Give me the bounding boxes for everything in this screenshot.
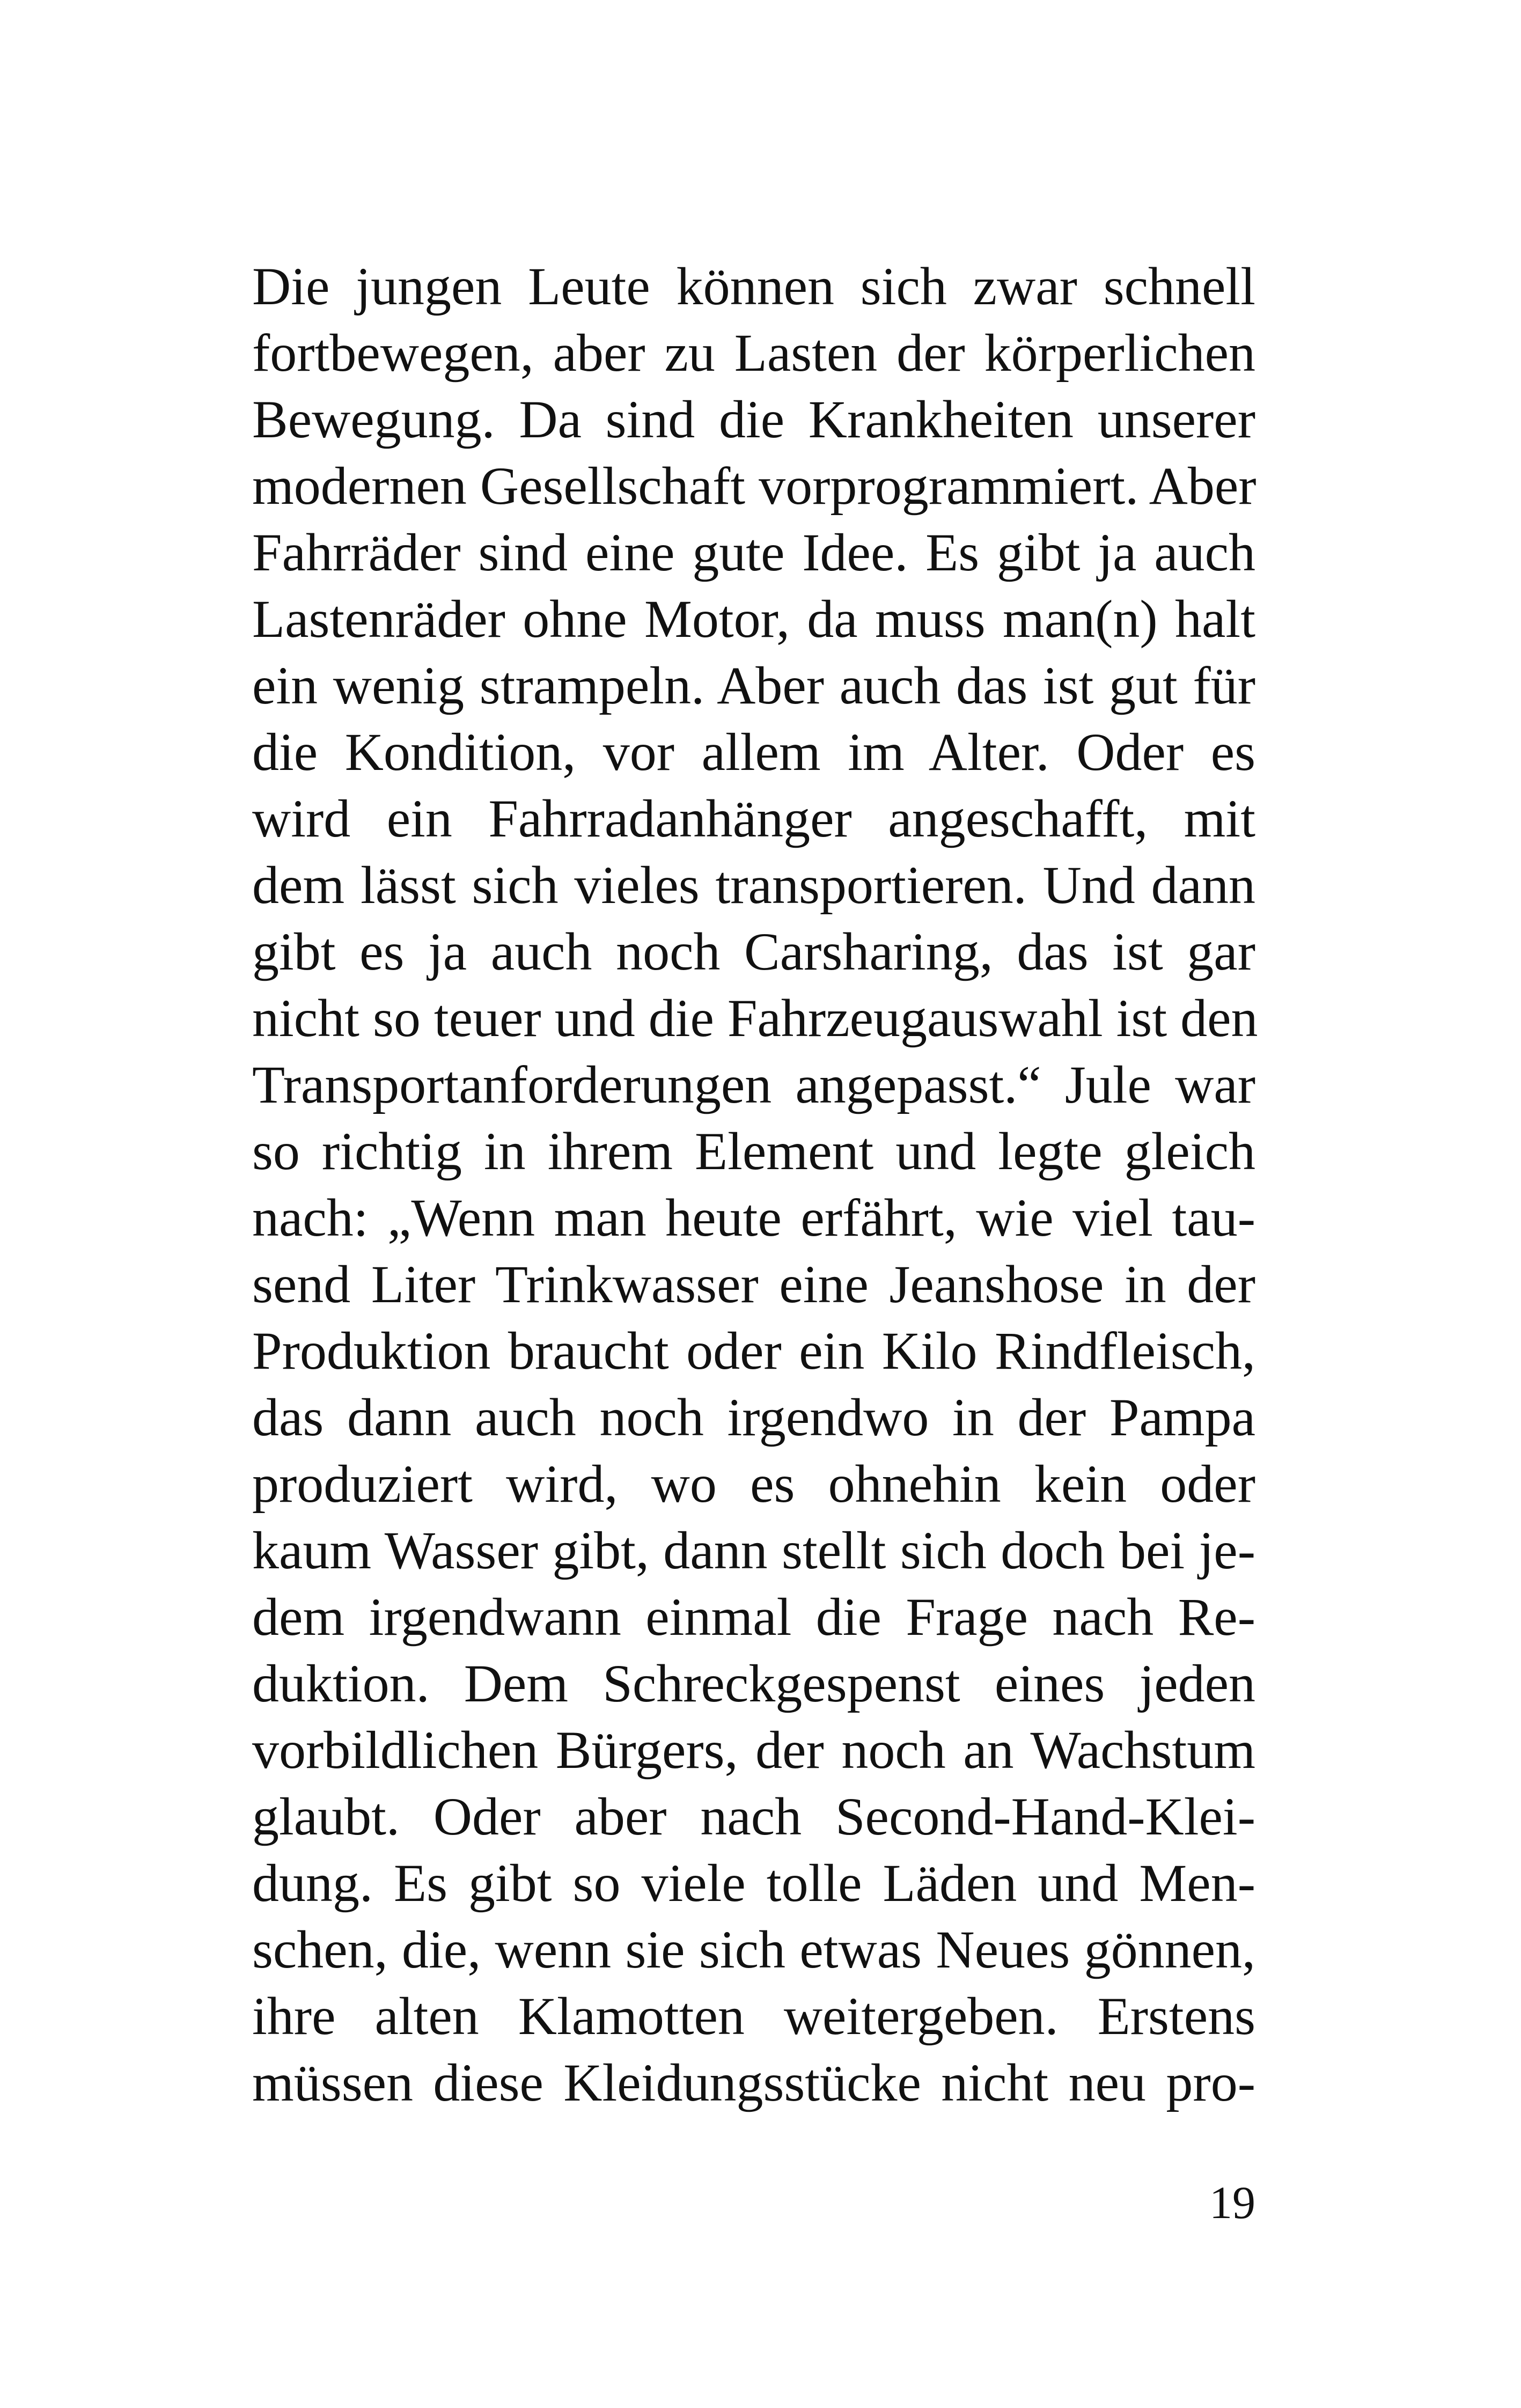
text-line: vorbildlichen Bürgers, der noch an Wachstum xyxy=(252,1720,1255,1780)
text-line: duktion. Dem Schreckgespenst eines jeden xyxy=(252,1654,1255,1713)
text-line: wird ein Fahrradanhänger angeschafft, mit xyxy=(252,789,1255,848)
text-line: Die jungen Leute können sich zwar schnell xyxy=(252,256,1255,316)
text-line: Lastenräder ohne Motor, da muss man(n) halt xyxy=(252,589,1255,649)
text-line: dem irgendwann einmal die Frage nach Re- xyxy=(252,1587,1255,1647)
text-line: produziert wird, wo es ohnehin kein oder xyxy=(252,1454,1255,1514)
body-text xyxy=(252,253,1258,2116)
text-line: müssen diese Kleidungsstücke nicht neu pro- xyxy=(252,2053,1255,2112)
text-line: das dann auch noch irgendwo in der Pampa xyxy=(252,1387,1255,1447)
text-line: gibt es ja auch noch Carsharing, das ist gar xyxy=(252,922,1255,981)
text-line: modernen Gesellschaft vorprogrammiert. Aber xyxy=(252,456,1257,516)
text-line: Produktion braucht oder ein Kilo Rindfleisch, xyxy=(252,1321,1255,1381)
text-line: die Kondition, vor allem im Alter. Oder es xyxy=(252,722,1255,782)
text-line: ihre alten Klamotten weitergeben. Erstens xyxy=(252,1986,1255,2046)
text-line: Transportanforderungen angepasst.“ Jule war xyxy=(252,1055,1255,1114)
text-line: nicht so teuer und die Fahrzeugauswahl ist den xyxy=(252,988,1258,1048)
text-line: Bewegung. Da sind die Krankheiten unserer xyxy=(252,390,1255,449)
text-line: nach: „Wenn man heute erfährt, wie viel tau- xyxy=(252,1188,1255,1247)
text-line: schen, die, wenn sie sich etwas Neues gönnen, xyxy=(252,1920,1255,1979)
text-line: ein wenig strampeln. Aber auch das ist gut für xyxy=(252,656,1255,715)
text-line: kaum Wasser gibt, dann stellt sich doch bei je- xyxy=(252,1521,1255,1580)
text-line: so richtig in ihrem Element und legte gleich xyxy=(252,1121,1255,1181)
text-line: fortbewegen, aber zu Lasten der körperlichen xyxy=(252,323,1255,383)
page-number: 19 xyxy=(1209,2177,1255,2228)
text-line: glaubt. Oder aber nach Second-Hand-Klei- xyxy=(252,1787,1255,1846)
text-line: dem lässt sich vieles transportieren. Und dann xyxy=(252,855,1255,915)
text-line: dung. Es gibt so viele tolle Läden und Men- xyxy=(252,1853,1255,1913)
text-line: Fahrräder sind eine gute Idee. Es gibt ja auch xyxy=(252,523,1255,582)
text-line: send Liter Trinkwasser eine Jeanshose in der xyxy=(252,1254,1255,1314)
